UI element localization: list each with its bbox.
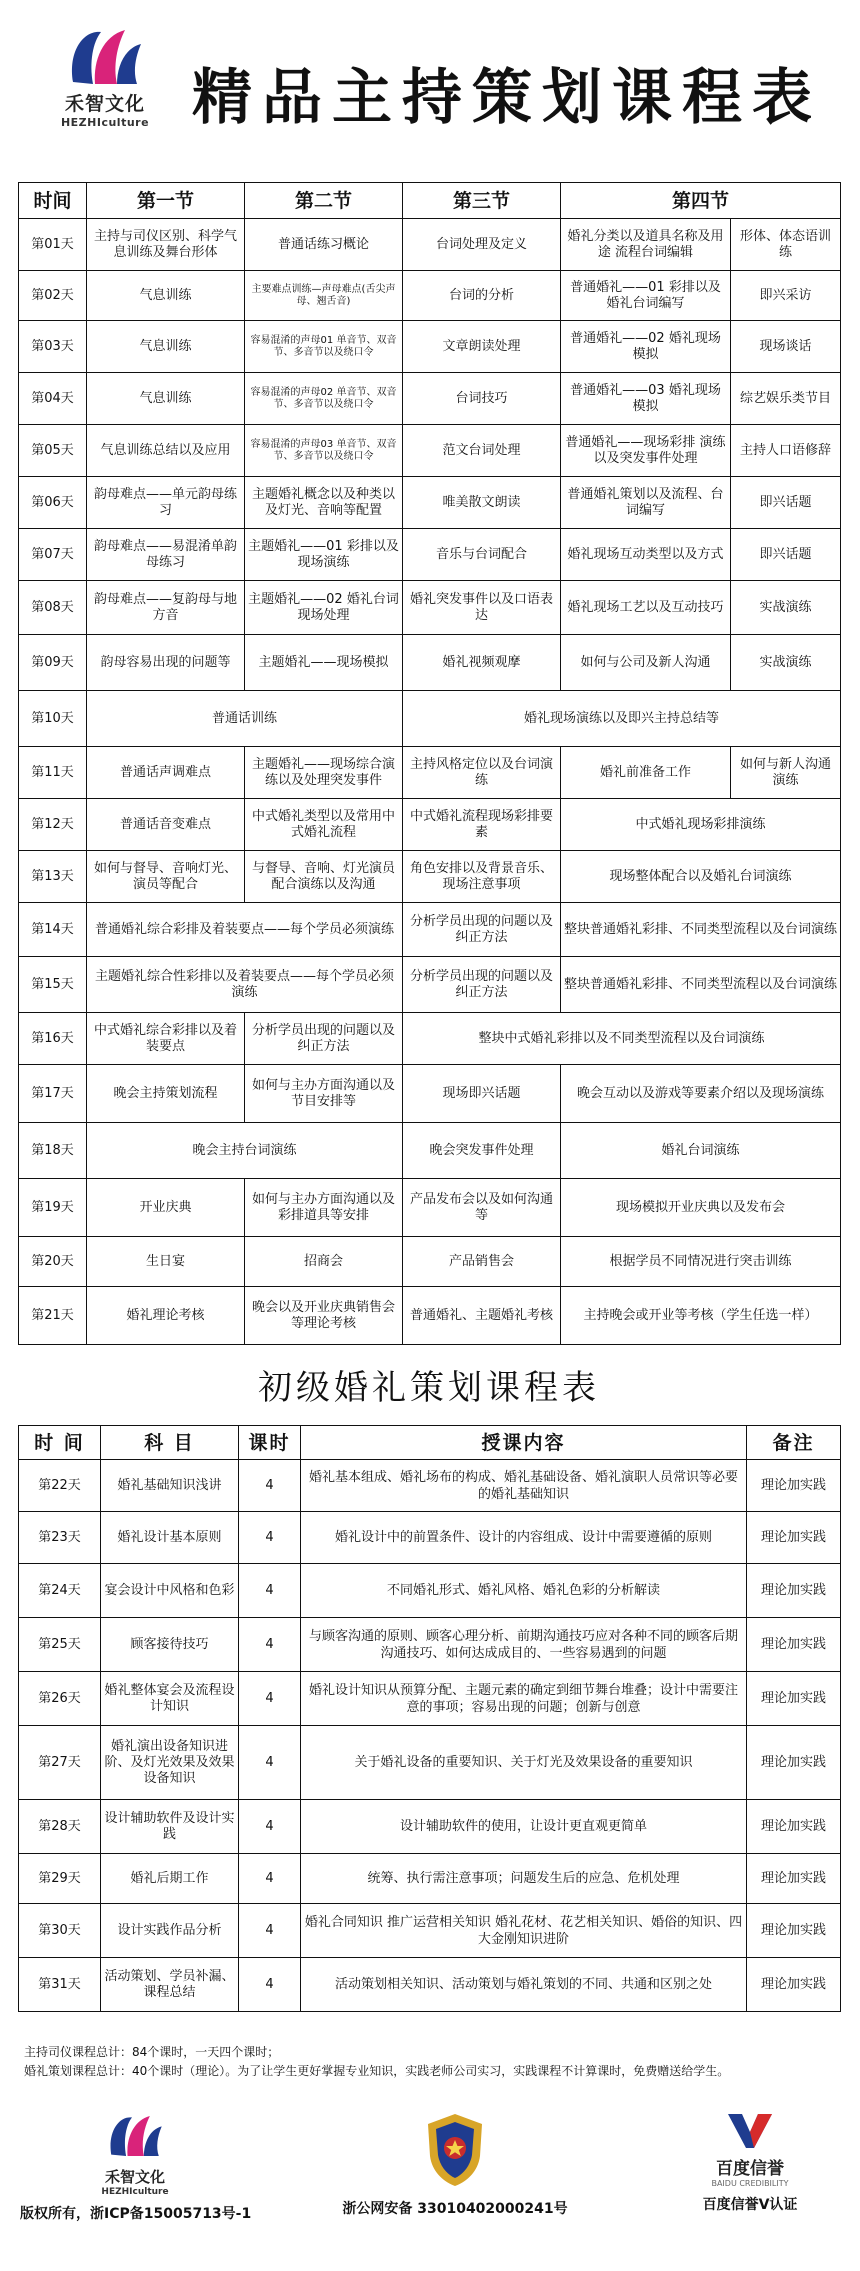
table-row bbox=[19, 851, 841, 903]
table-cell: 晚会以及开业庆典销售会等理论考核 bbox=[245, 1287, 403, 1345]
table-cell: 现场即兴话题 bbox=[403, 1065, 561, 1123]
table-cell: 综艺娱乐类节目 bbox=[731, 373, 841, 425]
table-cell: 与督导、音响、灯光演员配合演练以及沟通 bbox=[245, 851, 403, 903]
table-cell: 主题婚礼——02 婚礼台词现场处理 bbox=[245, 581, 403, 635]
table-row bbox=[19, 1237, 841, 1287]
table-cell: 如何与督导、音响灯光、演员等配合 bbox=[87, 851, 245, 903]
table-cell: 气息训练 bbox=[87, 321, 245, 373]
day-cell: 第17天 bbox=[19, 1065, 87, 1123]
table-cell: 普通婚礼——03 婚礼现场模拟 bbox=[561, 373, 731, 425]
content-cell: 统筹、执行需注意事项；问题发生后的应急、危机处理 bbox=[301, 1854, 747, 1904]
table-cell: 主题婚礼概念以及种类以及灯光、音响等配置 bbox=[245, 477, 403, 529]
table-cell: 即兴话题 bbox=[731, 529, 841, 581]
hours-cell: 4 bbox=[239, 1460, 301, 1512]
day-cell: 第20天 bbox=[19, 1237, 87, 1287]
content-cell: 与顾客沟通的原则、顾客心理分析、前期沟通技巧应对各种不同的顾客后期沟通技巧、如何达成成目的、一些容易遇到的问题 bbox=[301, 1618, 747, 1672]
subject-cell: 婚礼整体宴会及流程设计知识 bbox=[101, 1672, 239, 1726]
header-content: 授课内容 bbox=[301, 1426, 747, 1460]
table-cell: 台词技巧 bbox=[403, 373, 561, 425]
table-cell: 即兴话题 bbox=[731, 477, 841, 529]
table-cell: 现场模拟开业庆典以及发布会 bbox=[561, 1179, 841, 1237]
note-cell: 理论加实践 bbox=[747, 1672, 841, 1726]
table-cell: 韵母难点——复韵母与地方音 bbox=[87, 581, 245, 635]
table-cell: 普通婚礼——01 彩排以及婚礼台词编写 bbox=[561, 271, 731, 321]
subject-cell: 婚礼基础知识浅讲 bbox=[101, 1460, 239, 1512]
day-cell: 第03天 bbox=[19, 321, 87, 373]
header-subject: 科 目 bbox=[101, 1426, 239, 1460]
subject-cell: 婚礼后期工作 bbox=[101, 1854, 239, 1904]
footer-brand bbox=[20, 2110, 250, 2223]
table-cell: 如何与主办方面沟通以及节目安排等 bbox=[245, 1065, 403, 1123]
table-header-row bbox=[19, 183, 841, 219]
hours-cell: 4 bbox=[239, 1800, 301, 1854]
table-cell: 普通婚礼综合彩排及着装要点——每个学员必须演练 bbox=[87, 903, 403, 957]
table-cell: 主持晚会或开业等考核（学生任选一样） bbox=[561, 1287, 841, 1345]
baidu-cert-link[interactable]: 百度信誉V认证 bbox=[702, 2197, 798, 2213]
table-cell: 生日宴 bbox=[87, 1237, 245, 1287]
header-time: 时间 bbox=[19, 183, 87, 219]
note-cell: 理论加实践 bbox=[747, 1958, 841, 2012]
table-cell: 现场整体配合以及婚礼台词演练 bbox=[561, 851, 841, 903]
table-cell: 晚会主持策划流程 bbox=[87, 1065, 245, 1123]
note-cell: 理论加实践 bbox=[747, 1854, 841, 1904]
page-header bbox=[0, 0, 860, 180]
subject-cell: 宴会设计中风格和色彩 bbox=[101, 1564, 239, 1618]
table-cell: 如何与公司及新人沟通 bbox=[561, 635, 731, 691]
day-cell: 第09天 bbox=[19, 635, 87, 691]
table-row bbox=[19, 373, 841, 425]
baidu-credibility-icon bbox=[724, 2110, 776, 2150]
day-cell: 第16天 bbox=[19, 1013, 87, 1065]
table-cell: 韵母难点——单元韵母练习 bbox=[87, 477, 245, 529]
header-note: 备注 bbox=[747, 1426, 841, 1460]
table-cell: 根据学员不同情况进行突击训练 bbox=[561, 1237, 841, 1287]
day-cell: 第13天 bbox=[19, 851, 87, 903]
table-row bbox=[19, 799, 841, 851]
day-cell: 第05天 bbox=[19, 425, 87, 477]
table-cell: 容易混淆的声母01 单音节、双音节、多音节以及绕口令 bbox=[245, 321, 403, 373]
course-notes bbox=[24, 2043, 844, 2081]
table-row bbox=[19, 1460, 841, 1512]
header-hours: 课时 bbox=[239, 1426, 301, 1460]
hosting-schedule-table bbox=[18, 182, 841, 1345]
table-cell: 开业庆典 bbox=[87, 1179, 245, 1237]
day-cell: 第10天 bbox=[19, 691, 87, 747]
table-cell: 婚礼前准备工作 bbox=[561, 747, 731, 799]
header-period-2: 第二节 bbox=[245, 183, 403, 219]
note-cell: 理论加实践 bbox=[747, 1618, 841, 1672]
table-row bbox=[19, 903, 841, 957]
table-cell: 如何与新人沟通演练 bbox=[731, 747, 841, 799]
day-cell: 第30天 bbox=[19, 1904, 101, 1958]
table-cell: 实战演练 bbox=[731, 581, 841, 635]
table-cell: 台词处理及定义 bbox=[403, 219, 561, 271]
hours-cell: 4 bbox=[239, 1904, 301, 1958]
note-cell: 理论加实践 bbox=[747, 1460, 841, 1512]
day-cell: 第07天 bbox=[19, 529, 87, 581]
footer-brand-logo-icon[interactable] bbox=[103, 2110, 167, 2162]
table-row bbox=[19, 1618, 841, 1672]
day-cell: 第11天 bbox=[19, 747, 87, 799]
day-cell: 第01天 bbox=[19, 219, 87, 271]
table-cell: 气息训练总结以及应用 bbox=[87, 425, 245, 477]
table-cell: 普通话练习概论 bbox=[245, 219, 403, 271]
table-header-row bbox=[19, 1426, 841, 1460]
table-cell: 分析学员出现的问题以及纠正方法 bbox=[403, 903, 561, 957]
baidu-credibility-name: 百度信誉 bbox=[716, 2159, 784, 2179]
wedding-planning-table bbox=[18, 1425, 841, 2012]
note-hosting-total: 主持司仪课程总计：84个课时，一天四个课时； bbox=[24, 2045, 280, 2059]
table-cell: 普通婚礼——现场彩排 演练以及突发事件处理 bbox=[561, 425, 731, 477]
police-record-link[interactable]: 浙公网安备 33010402000241号 bbox=[342, 2201, 568, 2217]
day-cell: 第15天 bbox=[19, 957, 87, 1013]
table-cell: 婚礼台词演练 bbox=[561, 1123, 841, 1179]
day-cell: 第24天 bbox=[19, 1564, 101, 1618]
table-cell: 婚礼突发事件以及口语表达 bbox=[403, 581, 561, 635]
table-cell: 中式婚礼综合彩排以及着装要点 bbox=[87, 1013, 245, 1065]
table-cell: 主题婚礼——现场综合演练以及处理突发事件 bbox=[245, 747, 403, 799]
table-row bbox=[19, 581, 841, 635]
day-cell: 第25天 bbox=[19, 1618, 101, 1672]
table-cell: 实战演练 bbox=[731, 635, 841, 691]
table-cell: 现场谈话 bbox=[731, 321, 841, 373]
table-row bbox=[19, 271, 841, 321]
note-cell: 理论加实践 bbox=[747, 1564, 841, 1618]
hours-cell: 4 bbox=[239, 1854, 301, 1904]
table-cell: 主要难点训练—声母难点(舌尖声母、翘舌音) bbox=[245, 271, 403, 321]
table-row bbox=[19, 1726, 841, 1800]
subject-cell: 顾客接待技巧 bbox=[101, 1618, 239, 1672]
table-cell: 即兴采访 bbox=[731, 271, 841, 321]
content-cell: 设计辅助软件的使用，让设计更直观更简单 bbox=[301, 1800, 747, 1854]
table-cell: 普通婚礼策划以及流程、台词编写 bbox=[561, 477, 731, 529]
hours-cell: 4 bbox=[239, 1958, 301, 2012]
table-cell: 形体、体态语训练 bbox=[731, 219, 841, 271]
page-title: 精品主持策划课程表 bbox=[192, 63, 822, 133]
subject-cell: 婚礼演出设备知识进阶、及灯光效果及效果设备知识 bbox=[101, 1726, 239, 1800]
subject-cell: 婚礼设计基本原则 bbox=[101, 1512, 239, 1564]
table-cell: 韵母难点——易混淆单韵母练习 bbox=[87, 529, 245, 581]
table-cell: 主题婚礼——01 彩排以及现场演练 bbox=[245, 529, 403, 581]
table-cell: 整块中式婚礼彩排以及不同类型流程以及台词演练 bbox=[403, 1013, 841, 1065]
table-row bbox=[19, 1512, 841, 1564]
table-cell: 婚礼现场互动类型以及方式 bbox=[561, 529, 731, 581]
header-period-1: 第一节 bbox=[87, 183, 245, 219]
day-cell: 第26天 bbox=[19, 1672, 101, 1726]
wedding-planning-title: 初级婚礼策划课程表 bbox=[258, 1368, 600, 1408]
table-row bbox=[19, 219, 841, 271]
table-cell: 音乐与台词配合 bbox=[403, 529, 561, 581]
table-row bbox=[19, 691, 841, 747]
hours-cell: 4 bbox=[239, 1564, 301, 1618]
table-row bbox=[19, 1904, 841, 1958]
note-cell: 理论加实践 bbox=[747, 1512, 841, 1564]
day-cell: 第08天 bbox=[19, 581, 87, 635]
footer-police bbox=[330, 2110, 580, 2218]
table-cell: 主持风格定位以及台词演练 bbox=[403, 747, 561, 799]
table-row bbox=[19, 425, 841, 477]
table-row bbox=[19, 747, 841, 799]
table-row bbox=[19, 1287, 841, 1345]
content-cell: 婚礼设计知识从预算分配、主题元素的确定到细节舞台堆叠；设计中需要注意的事项；容易出现的问题；创新与创意 bbox=[301, 1672, 747, 1726]
table-cell: 主题婚礼——现场模拟 bbox=[245, 635, 403, 691]
day-cell: 第31天 bbox=[19, 1958, 101, 2012]
table-cell: 婚礼现场工艺以及互动技巧 bbox=[561, 581, 731, 635]
table-cell: 中式婚礼流程现场彩排要素 bbox=[403, 799, 561, 851]
brand-name-cn: 禾智文化 bbox=[64, 93, 145, 115]
content-cell: 关于婚礼设备的重要知识、关于灯光及效果设备的重要知识 bbox=[301, 1726, 747, 1800]
police-badge-icon bbox=[420, 2110, 490, 2188]
day-cell: 第19天 bbox=[19, 1179, 87, 1237]
note-cell: 理论加实践 bbox=[747, 1726, 841, 1800]
table-cell: 韵母容易出现的问题等 bbox=[87, 635, 245, 691]
day-cell: 第04天 bbox=[19, 373, 87, 425]
table-cell: 主持与司仪区别、科学气息训练及舞台形体 bbox=[87, 219, 245, 271]
day-cell: 第22天 bbox=[19, 1460, 101, 1512]
table-row bbox=[19, 957, 841, 1013]
table-cell: 气息训练 bbox=[87, 271, 245, 321]
table-cell: 普通话训练 bbox=[87, 691, 403, 747]
header-period-4: 第四节 bbox=[561, 183, 841, 219]
table-cell: 主持人口语修辞 bbox=[731, 425, 841, 477]
footer-brand-cn: 禾智文化 bbox=[104, 2168, 165, 2186]
table-cell: 文章朗读处理 bbox=[403, 321, 561, 373]
day-cell: 第14天 bbox=[19, 903, 87, 957]
footer-baidu bbox=[660, 2110, 840, 2214]
table-row bbox=[19, 529, 841, 581]
table-cell: 普通话音变难点 bbox=[87, 799, 245, 851]
day-cell: 第02天 bbox=[19, 271, 87, 321]
note-cell: 理论加实践 bbox=[747, 1904, 841, 1958]
header-period-3: 第三节 bbox=[403, 183, 561, 219]
table-row bbox=[19, 1672, 841, 1726]
day-cell: 第29天 bbox=[19, 1854, 101, 1904]
day-cell: 第21天 bbox=[19, 1287, 87, 1345]
hours-cell: 4 bbox=[239, 1618, 301, 1672]
table-cell: 招商会 bbox=[245, 1237, 403, 1287]
table-cell: 气息训练 bbox=[87, 373, 245, 425]
table-row bbox=[19, 1564, 841, 1618]
table-cell: 婚礼分类以及道具名称及用途 流程台词编辑 bbox=[561, 219, 731, 271]
hours-cell: 4 bbox=[239, 1726, 301, 1800]
table-cell: 容易混淆的声母03 单音节、双音节、多音节以及绕口令 bbox=[245, 425, 403, 477]
table-row bbox=[19, 1065, 841, 1123]
table-cell: 普通婚礼、主题婚礼考核 bbox=[403, 1287, 561, 1345]
table-cell: 中式婚礼类型以及常用中式婚礼流程 bbox=[245, 799, 403, 851]
day-cell: 第23天 bbox=[19, 1512, 101, 1564]
table-row bbox=[19, 1958, 841, 2012]
footer-brand-en: HEZHIculture bbox=[101, 2187, 169, 2197]
subject-cell: 设计实践作品分析 bbox=[101, 1904, 239, 1958]
day-cell: 第06天 bbox=[19, 477, 87, 529]
table-row bbox=[19, 635, 841, 691]
icp-license-link[interactable]: 版权所有，浙ICP备15005713号-1 bbox=[20, 2206, 252, 2222]
content-cell: 活动策划相关知识、活动策划与婚礼策划的不同、共通和区别之处 bbox=[301, 1958, 747, 2012]
content-cell: 婚礼合同知识 推广运营相关知识 婚礼花材、花艺相关知识、婚俗的知识、四大金刚知识进阶 bbox=[301, 1904, 747, 1958]
table-cell: 分析学员出现的问题以及纠正方法 bbox=[245, 1013, 403, 1065]
table-cell: 唯美散文朗读 bbox=[403, 477, 561, 529]
table-cell: 中式婚礼现场彩排演练 bbox=[561, 799, 841, 851]
table-row bbox=[19, 1013, 841, 1065]
day-cell: 第27天 bbox=[19, 1726, 101, 1800]
table-cell: 分析学员出现的问题以及纠正方法 bbox=[403, 957, 561, 1013]
day-cell: 第12天 bbox=[19, 799, 87, 851]
note-cell: 理论加实践 bbox=[747, 1800, 841, 1854]
table-cell: 晚会主持台词演练 bbox=[87, 1123, 403, 1179]
subject-cell: 设计辅助软件及设计实践 bbox=[101, 1800, 239, 1854]
table-cell: 普通婚礼——02 婚礼现场模拟 bbox=[561, 321, 731, 373]
hours-cell: 4 bbox=[239, 1512, 301, 1564]
table-row bbox=[19, 477, 841, 529]
content-cell: 婚礼设计中的前置条件、设计的内容组成、设计中需要遵循的原则 bbox=[301, 1512, 747, 1564]
content-cell: 婚礼基本组成、婚礼场布的构成、婚礼基础设备、婚礼演职人员常识等必要的婚礼基础知识 bbox=[301, 1460, 747, 1512]
table-row bbox=[19, 1800, 841, 1854]
note-planning-total: 婚礼策划课程总计：40个课时（理论）。为了让学生更好掌握专业知识，实践老师公司实习，实践课程不计算课时，免费赠送给学生。 bbox=[24, 2064, 730, 2078]
table-cell: 产品发布会以及如何沟通等 bbox=[403, 1179, 561, 1237]
table-row bbox=[19, 1179, 841, 1237]
page-footer bbox=[0, 2110, 860, 2271]
table-cell: 晚会互动以及游戏等要素介绍以及现场演练 bbox=[561, 1065, 841, 1123]
table-cell: 主题婚礼综合性彩排以及着装要点——每个学员必须演练 bbox=[87, 957, 403, 1013]
brand-logo[interactable] bbox=[40, 22, 170, 129]
day-cell: 第28天 bbox=[19, 1800, 101, 1854]
hours-cell: 4 bbox=[239, 1672, 301, 1726]
subject-cell: 活动策划、学员补漏、课程总结 bbox=[101, 1958, 239, 2012]
day-cell: 第18天 bbox=[19, 1123, 87, 1179]
header-time: 时 间 bbox=[19, 1426, 101, 1460]
table-cell: 范文台词处理 bbox=[403, 425, 561, 477]
table-cell: 产品销售会 bbox=[403, 1237, 561, 1287]
brand-logo-icon bbox=[63, 22, 147, 92]
table-cell: 整块普通婚礼彩排、不同类型流程以及台词演练 bbox=[561, 903, 841, 957]
table-row bbox=[19, 1854, 841, 1904]
table-cell: 容易混淆的声母02 单音节、双音节、多音节以及绕口令 bbox=[245, 373, 403, 425]
table-cell: 婚礼视频观摩 bbox=[403, 635, 561, 691]
table-cell: 晚会突发事件处理 bbox=[403, 1123, 561, 1179]
table-cell: 婚礼现场演练以及即兴主持总结等 bbox=[403, 691, 841, 747]
table-cell: 角色安排以及背景音乐、现场注意事项 bbox=[403, 851, 561, 903]
content-cell: 不同婚礼形式、婚礼风格、婚礼色彩的分析解读 bbox=[301, 1564, 747, 1618]
baidu-credibility-sub: BAIDU CREDIBILITY bbox=[711, 2179, 789, 2188]
table-row bbox=[19, 1123, 841, 1179]
table-cell: 婚礼理论考核 bbox=[87, 1287, 245, 1345]
table-cell: 整块普通婚礼彩排、不同类型流程以及台词演练 bbox=[561, 957, 841, 1013]
table-cell: 如何与主办方面沟通以及彩排道具等安排 bbox=[245, 1179, 403, 1237]
table-row bbox=[19, 321, 841, 373]
table-cell: 普通话声调难点 bbox=[87, 747, 245, 799]
table-cell: 台词的分析 bbox=[403, 271, 561, 321]
brand-name-en: HEZHIculture bbox=[60, 116, 150, 129]
